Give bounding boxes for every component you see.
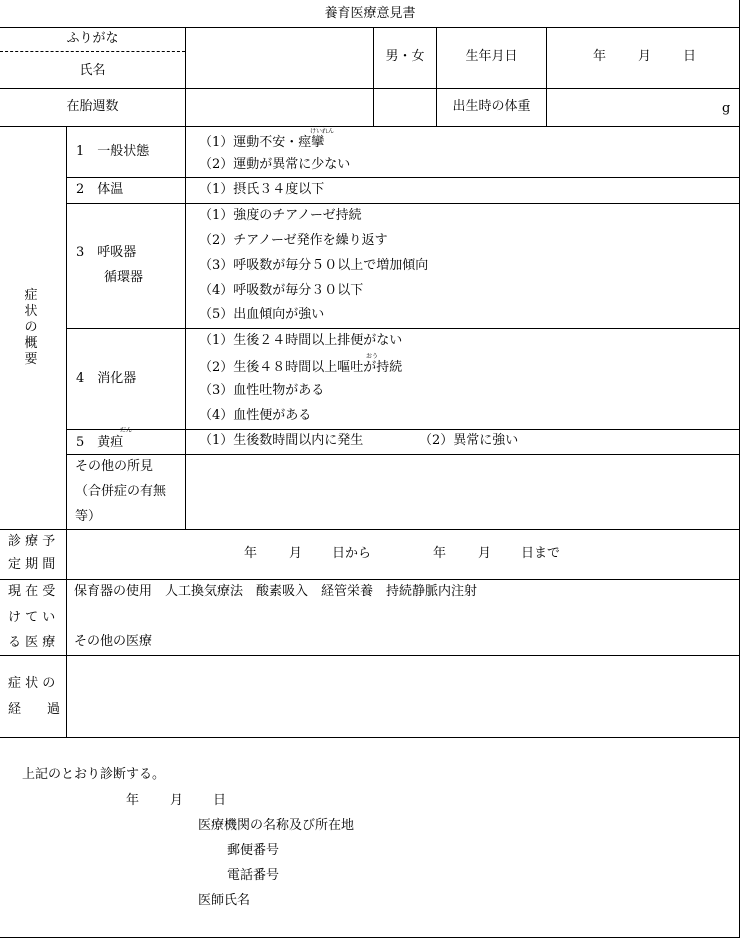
general-item-1: （1）運動不安・痙攣 [199,135,325,150]
digestive-item-2: （2）生後４８時間以上嘔吐が持続 [199,360,403,375]
phone-label: 電話番号 [227,868,280,883]
rule [66,126,67,737]
temperature-label: 2 体温 [76,182,124,197]
respiratory-item-3: （3）呼吸数が毎分５０以上で増加傾向 [199,258,429,273]
footer-year: 年 [126,793,140,808]
digestive-label: 4 消化器 [76,371,137,386]
doctor-name-label: 医師氏名 [198,893,251,908]
general-item-2: （2）運動が異常に少ない [199,157,351,172]
rule [66,328,740,329]
birth-date-label: 生年月日 [465,49,518,64]
period-from-day: 日から [332,546,372,561]
institution-label: 医療機関の名称及び所在地 [198,818,355,833]
postal-code-label: 郵便番号 [227,843,280,858]
furigana-label: ふりがな [66,31,119,46]
period-to-year: 年 [433,546,447,561]
form-title: 養育医療意見書 [324,6,416,21]
name-field[interactable] [186,52,372,87]
jaundice-item-2: （2）異常に強い [419,433,519,448]
respiratory-item-4: （4）呼吸数が毎分３０以下 [199,283,364,298]
current-care-other: その他の医療 [74,634,153,649]
progress-field[interactable] [67,656,739,736]
footer-month: 月 [170,793,184,808]
footer-day: 日 [213,793,227,808]
birth-year: 年 [593,49,607,64]
respiratory-item-1: （1）強度のチアノーゼ持続 [199,208,362,223]
temperature-item-1: （1）摂氏３４度以下 [199,182,325,197]
current-label-line3: る 医 療 [8,635,56,650]
current-label-line2: け て い [8,610,56,625]
ruby-dan: だん [120,427,133,434]
respiratory-item-2: （2）チアノーゼ発作を繰り返す [199,233,388,248]
period-label-line1: 診 療 予 [8,534,56,549]
jaundice-item-1: （1）生後数時間以内に発生 [199,433,364,448]
rule [0,126,740,127]
rule [373,27,374,126]
birth-day: 日 [683,49,697,64]
circulatory-label: 循環器 [104,270,144,285]
period-from-year: 年 [244,546,258,561]
birth-month: 月 [638,49,652,64]
digestive-item-3: （3）血性吐物がある [199,383,325,398]
ruby-ou: おう [366,353,379,360]
furigana-separator [0,51,185,52]
rule [0,737,740,738]
weight-unit: g [722,101,731,116]
ruby-keiren: けいれん [310,128,335,135]
digestive-item-4: （4）血性便がある [199,408,312,423]
period-from-month: 月 [289,546,303,561]
rule [546,27,547,126]
current-label-line1: 現 在 受 [8,584,56,599]
other-findings-line1: その他の所見 [75,459,154,474]
furigana-field[interactable] [186,28,372,51]
progress-label-line2: 経 過 [8,702,61,717]
other-findings-line2: （合併症の有無 [75,484,167,499]
period-label-line2: 定 期 間 [8,557,56,572]
sex-selector[interactable]: 男・女 [385,49,425,64]
digestive-item-1: （1）生後２４時間以上排便がない [199,333,403,348]
symptoms-section-label: 症状の概要 [24,288,38,367]
period-to-month: 月 [478,546,492,561]
general-state-label: 1 一般状態 [76,144,150,159]
other-findings-field[interactable] [186,455,739,528]
rule [66,177,740,178]
rule [66,429,740,430]
progress-label-line1: 症 状 の [8,676,56,691]
other-findings-line3: 等） [75,509,102,524]
respiratory-label: 3 呼吸器 [76,245,137,260]
current-care-options[interactable]: 保育器の使用 人工換気療法 酸素吸入 経管栄養 持続静脈内注射 [74,584,478,599]
respiratory-item-5: （5）出血傾向が強い [199,307,325,322]
gestation-field[interactable] [186,89,372,125]
name-label: 氏名 [79,63,106,78]
gestation-label: 在胎週数 [66,99,119,114]
rule [66,203,740,204]
rule [0,529,740,530]
jaundice-label: 5 黄疸 [76,435,124,450]
birth-weight-label: 出生時の体重 [452,99,531,114]
rule [0,579,740,580]
diagnosis-statement: 上記のとおり診断する。 [22,767,166,782]
period-to-day: 日まで [521,546,561,561]
